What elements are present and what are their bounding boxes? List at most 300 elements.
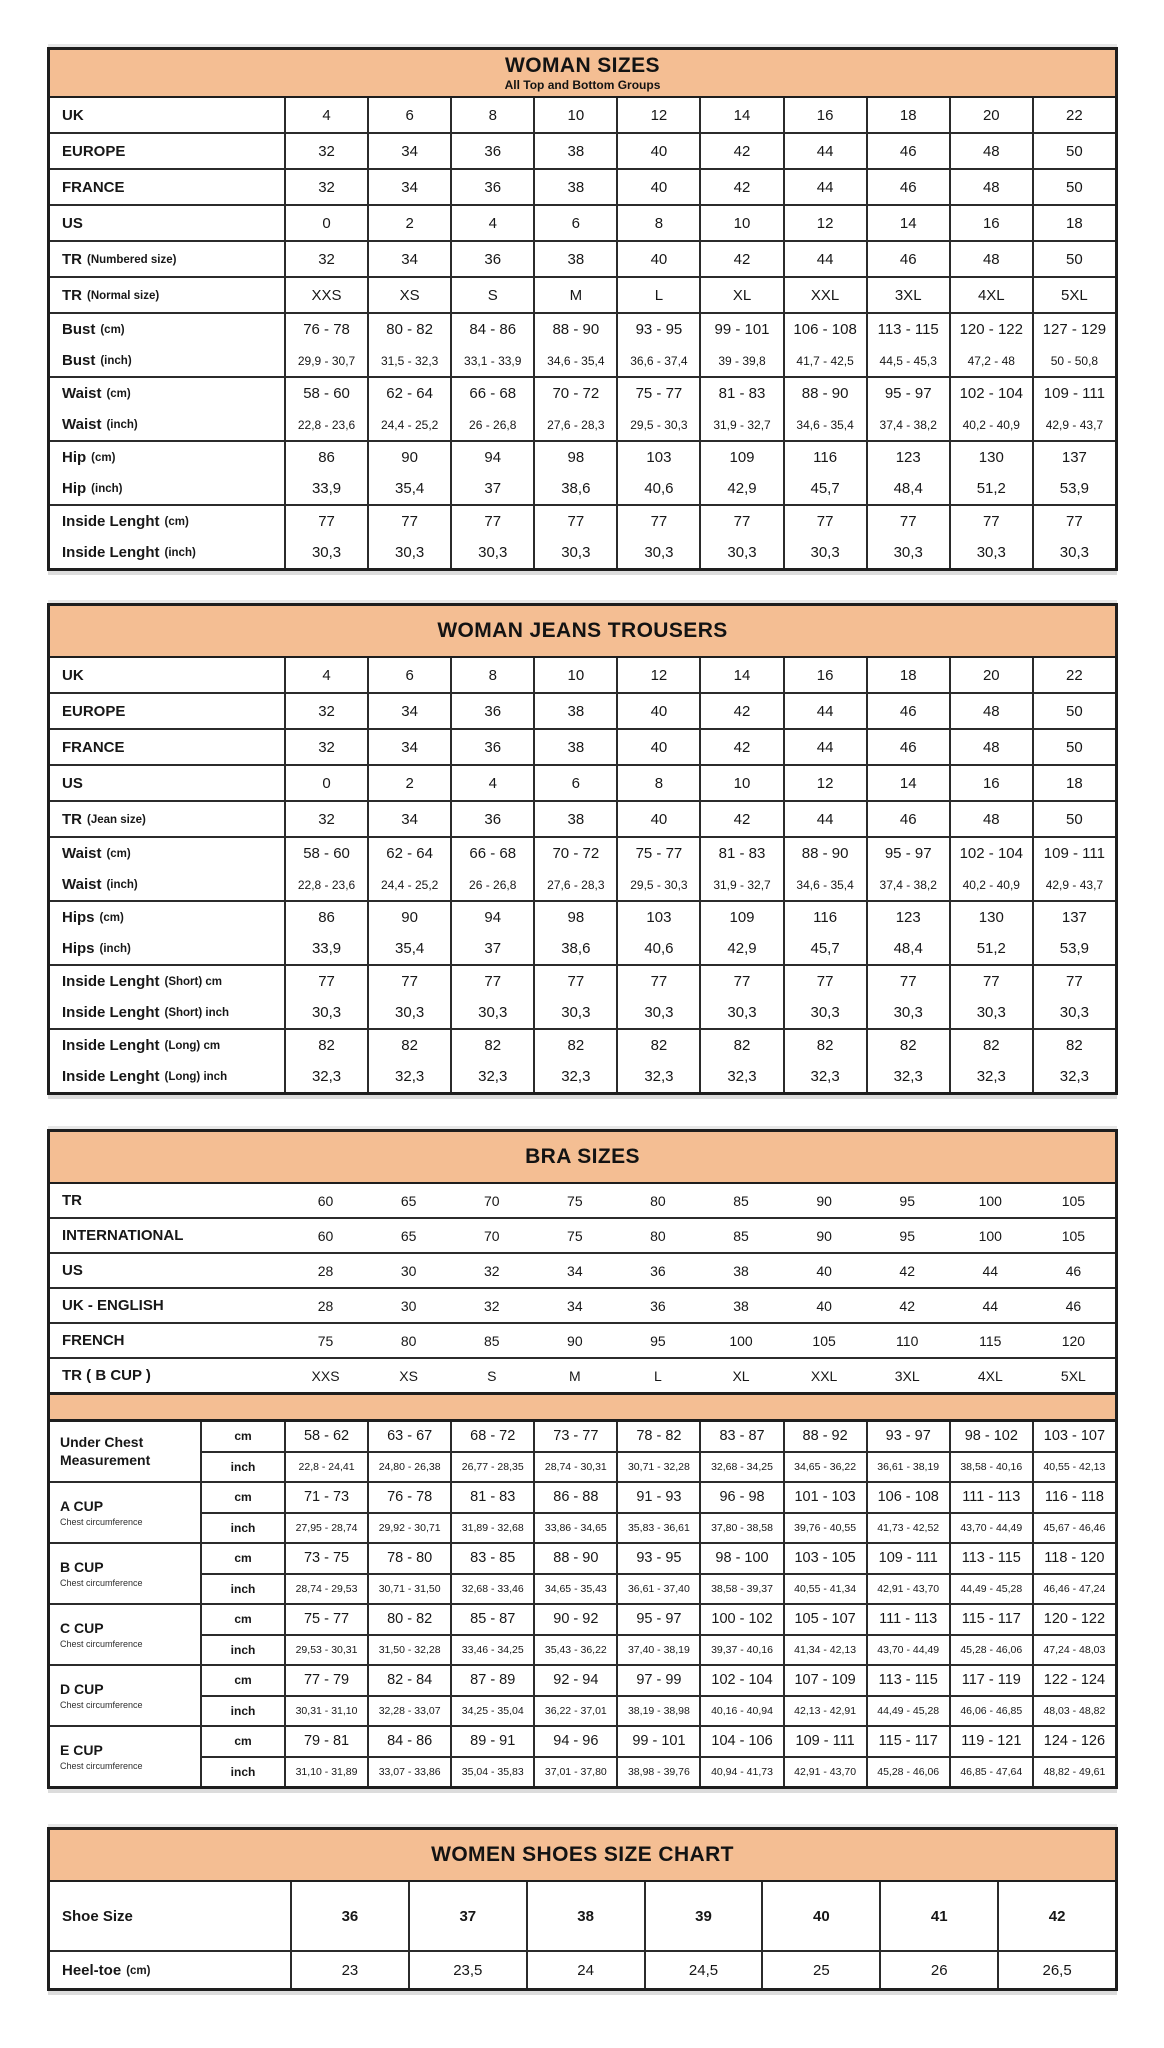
row-group: [50, 1322, 1115, 1357]
row-group: [50, 504, 1115, 568]
woman-sizes-body: [50, 98, 1115, 568]
cup-name: E CUP: [60, 1742, 103, 1759]
row-label-unit: (cm): [91, 452, 116, 464]
value-cell: 46,06 - 46,85: [949, 1697, 1032, 1726]
table-row: [50, 838, 1115, 869]
cup-subtext: Chest circumference: [60, 1638, 143, 1649]
cup-row: [202, 1727, 1115, 1756]
value-cell: 35,43 - 36,22: [533, 1636, 616, 1665]
row-label-unit: (inch): [106, 419, 138, 431]
row-group: [50, 728, 1115, 764]
cup-rows: [202, 1727, 1115, 1786]
value-cell: 120 - 122: [1032, 1605, 1115, 1634]
value-cell: 4XL: [977, 1367, 1003, 1384]
value-cell: 32,3: [866, 1061, 949, 1092]
row-label: [50, 242, 284, 276]
value-cell: 36,6 - 37,4: [616, 345, 699, 376]
value-cell: 33,46 - 34,25: [450, 1636, 533, 1665]
value-cell: 42,9: [699, 933, 782, 964]
cup-rows: [202, 1422, 1115, 1481]
value-cell: 93 - 95: [616, 314, 699, 345]
bra-cup-body: [50, 1422, 1115, 1786]
cup-row: [202, 1483, 1115, 1512]
value-cell: 78 - 82: [616, 1422, 699, 1451]
value-cell: 91 - 93: [616, 1483, 699, 1512]
value-cell: 77: [367, 966, 450, 997]
value-cell: 34: [367, 802, 450, 836]
value-cell: 31,89 - 32,68: [450, 1514, 533, 1543]
value-cell: 123: [866, 442, 949, 473]
value-cell: 68 - 72: [450, 1422, 533, 1451]
value-cell: S: [487, 1367, 497, 1384]
row-label-text: Inside Lenght: [62, 1068, 160, 1085]
value-cell: 38: [533, 730, 616, 764]
value-cell: 43,70 - 44,49: [949, 1514, 1032, 1543]
value-cell: 46: [866, 170, 949, 204]
row-label: [50, 134, 284, 168]
value-cell: 66 - 68: [450, 838, 533, 869]
value-cell: 43,70 - 44,49: [866, 1636, 949, 1665]
value-cell: 32: [284, 242, 367, 276]
value-cell: 65: [400, 1192, 417, 1209]
row-label-text: Waist: [62, 876, 102, 893]
value-cell: 77: [949, 506, 1032, 537]
value-cell: 107 - 109: [783, 1666, 866, 1695]
value-cell: 34: [367, 134, 450, 168]
value-cell: 37,40 - 38,19: [616, 1636, 699, 1665]
value-cell: 5XL: [1032, 278, 1115, 312]
row-label: [50, 730, 284, 764]
unit-label: inch: [230, 1520, 256, 1535]
row-label-unit: (Short) cm: [164, 976, 222, 988]
value-cell: 118 - 120: [1032, 1544, 1115, 1573]
value-cell: 32: [284, 134, 367, 168]
row-label-text: Waist: [62, 845, 102, 862]
value-cell: 101 - 103: [783, 1483, 866, 1512]
row-label: [50, 1254, 284, 1287]
value-cell: 10: [533, 658, 616, 692]
cup-label: [50, 1666, 202, 1725]
value-cell: 44: [783, 242, 866, 276]
value-cell: XL: [699, 278, 782, 312]
value-cell: 105: [812, 1332, 836, 1349]
value-cell: 90: [367, 902, 450, 933]
cup-row: [202, 1544, 1115, 1573]
value-cell: 37,4 - 38,2: [866, 869, 949, 900]
value-cell: 38,6: [533, 473, 616, 504]
table-row: [50, 537, 1115, 568]
value-cell: 31,9 - 32,7: [699, 409, 782, 440]
value-cell: 39,37 - 40,16: [699, 1636, 782, 1665]
cup-group: [50, 1422, 1115, 1481]
value-cell: 23,5: [408, 1952, 526, 1988]
value-cell: 48: [949, 730, 1032, 764]
value-cell: 34,6 - 35,4: [533, 345, 616, 376]
value-cell: 106 - 108: [866, 1483, 949, 1512]
value-cell: 32,3: [699, 1061, 782, 1092]
value-cell: 77: [1032, 506, 1115, 537]
value-cell: 113 - 115: [866, 314, 949, 345]
cup-row: [202, 1573, 1115, 1604]
row-label: [50, 345, 284, 376]
cup-group: [50, 1603, 1115, 1664]
value-cell: 30,3: [949, 537, 1032, 568]
row-group: [50, 168, 1115, 204]
value-cell: 31,9 - 32,7: [699, 869, 782, 900]
row-label: [50, 1324, 284, 1357]
cup-row: [202, 1512, 1115, 1543]
value-cell: 32,68 - 33,46: [450, 1575, 533, 1604]
value-cell: 48: [949, 694, 1032, 728]
row-label-text: FRANCE: [62, 178, 125, 196]
value-cell: 109 - 111: [1032, 838, 1115, 869]
value-cell: 117 - 119: [949, 1666, 1032, 1695]
cup-rows: [202, 1605, 1115, 1664]
value-cell: 26,77 - 28,35: [450, 1453, 533, 1482]
cup-label: [50, 1544, 202, 1603]
shoes-header-band: [50, 1830, 1115, 1882]
value-cell: 94: [450, 902, 533, 933]
row-label-text: UK: [62, 106, 84, 124]
cup-subtext: Chest circumference: [60, 1699, 143, 1710]
value-cell: 50: [1032, 802, 1115, 836]
table-row: [50, 730, 1115, 764]
value-cell: 98 - 100: [699, 1544, 782, 1573]
value-cell: 80: [650, 1192, 666, 1209]
value-cell: 45,28 - 46,06: [866, 1758, 949, 1787]
value-cell: 85 - 87: [450, 1605, 533, 1634]
value-cell: 62 - 64: [367, 378, 450, 409]
value-cell: 28: [317, 1297, 334, 1314]
value-cell: 95: [899, 1227, 915, 1244]
table-row: [50, 1061, 1115, 1092]
row-group: [50, 964, 1115, 1028]
value-cell: XS: [399, 1367, 418, 1384]
value-cell: 24,4 - 25,2: [367, 409, 450, 440]
value-cell: 77: [533, 506, 616, 537]
value-cell: 40,6: [616, 933, 699, 964]
unit-label: inch: [230, 1764, 256, 1779]
value-cell: 27,6 - 28,3: [533, 409, 616, 440]
value-cell: 83 - 85: [450, 1544, 533, 1573]
row-group: [50, 1357, 1115, 1392]
value-cell: 29,5 - 30,3: [616, 869, 699, 900]
row-label-text: Bust: [62, 321, 96, 338]
value-cell: 38: [733, 1262, 749, 1279]
value-cell: 45,67 - 46,46: [1032, 1514, 1115, 1543]
value-cell: 50: [1032, 694, 1115, 728]
shoes-title: WOMEN SHOES SIZE CHART: [431, 1843, 734, 1866]
cup-subtext: Chest circumference: [60, 1760, 143, 1771]
row-label-unit: (Long) cm: [164, 1040, 221, 1052]
value-cell: 32,3: [367, 1061, 450, 1092]
value-cell: 40,94 - 41,73: [699, 1758, 782, 1787]
value-cell: 102 - 104: [949, 378, 1032, 409]
value-cell: 36: [450, 170, 533, 204]
value-cell: 104 - 106: [699, 1727, 782, 1756]
value-cell: 66 - 68: [450, 378, 533, 409]
value-cell: 33,9: [284, 473, 367, 504]
value-cell: 70 - 72: [533, 378, 616, 409]
cup-row: [202, 1695, 1115, 1726]
value-cell: 30,3: [450, 997, 533, 1028]
value-cell: 70: [483, 1192, 500, 1209]
value-cell: 12: [616, 98, 699, 132]
value-cell: 77: [367, 506, 450, 537]
value-cell: 113 - 115: [866, 1666, 949, 1695]
value-cell: 99 - 101: [699, 314, 782, 345]
value-cell: 44,49 - 45,28: [866, 1697, 949, 1726]
table-row: [50, 134, 1115, 168]
value-cell: 34: [367, 694, 450, 728]
value-cell: 86: [284, 902, 367, 933]
value-cell: 32,3: [450, 1061, 533, 1092]
value-cell: 50: [1032, 242, 1115, 276]
value-cell: 30: [400, 1262, 417, 1279]
value-cell: 42,13 - 42,91: [783, 1697, 866, 1726]
value-cell: 24: [526, 1952, 644, 1988]
value-cell: 42: [699, 694, 782, 728]
row-label: [50, 869, 284, 900]
row-label-text: EUROPE: [62, 142, 126, 160]
shoes-body: [50, 1882, 1115, 1988]
value-cell: 36: [450, 730, 533, 764]
value-cell: 22: [1032, 658, 1115, 692]
cup-group: [50, 1542, 1115, 1603]
value-cell: 85: [733, 1192, 749, 1209]
value-cell: 86 - 88: [533, 1483, 616, 1512]
value-cell: 20: [949, 98, 1032, 132]
value-cell: 46: [866, 242, 949, 276]
value-cell: 30,3: [616, 997, 699, 1028]
value-cell: 48: [949, 134, 1032, 168]
value-cell: 36: [450, 242, 533, 276]
value-cell: 103 - 105: [783, 1544, 866, 1573]
value-cell: 38: [733, 1297, 749, 1314]
row-label: [50, 1061, 284, 1092]
value-cell: 116: [783, 442, 866, 473]
value-cell: 38: [533, 242, 616, 276]
value-cell: 46: [1065, 1297, 1082, 1314]
value-cell: 105 - 107: [783, 1605, 866, 1634]
value-cell: 40: [616, 170, 699, 204]
value-cell: 71 - 73: [284, 1483, 367, 1512]
unit-label: cm: [234, 1490, 252, 1505]
value-cell: 30,71 - 32,28: [616, 1453, 699, 1482]
row-label-unit: (cm): [99, 912, 124, 924]
value-cell: 30,3: [450, 537, 533, 568]
woman-sizes-subtitle: All Top and Bottom Groups: [504, 78, 661, 92]
value-cell: 18: [866, 98, 949, 132]
value-cell: 34,65 - 35,43: [533, 1575, 616, 1604]
value-cell: 36: [450, 694, 533, 728]
value-cell: 46,85 - 47,64: [949, 1758, 1032, 1787]
row-label-text: EUROPE: [62, 702, 126, 720]
bra-separator-band: [50, 1392, 1115, 1422]
value-cell: 40: [616, 694, 699, 728]
value-cell: 93 - 97: [866, 1422, 949, 1451]
value-cell: 75: [317, 1332, 334, 1349]
value-cell: 0: [284, 206, 367, 240]
row-label: [50, 1882, 290, 1950]
value-cell: 35,4: [367, 933, 450, 964]
value-cell: 38: [533, 170, 616, 204]
value-cell: 22,8 - 23,6: [284, 409, 367, 440]
value-cell: 12: [783, 206, 866, 240]
value-cell: 27,95 - 28,74: [284, 1514, 367, 1543]
value-cell: 94 - 96: [533, 1727, 616, 1756]
value-cell: 73 - 77: [533, 1422, 616, 1451]
value-cell: 82 - 84: [367, 1666, 450, 1695]
table-row: [50, 170, 1115, 204]
value-cell: 30: [400, 1297, 417, 1314]
cup-row: [202, 1666, 1115, 1695]
value-cell: 78 - 80: [367, 1544, 450, 1573]
row-label: [50, 473, 284, 504]
value-cell: 103: [616, 902, 699, 933]
value-cell: 42: [699, 134, 782, 168]
value-cell: 48: [949, 802, 1032, 836]
value-cell: 31,10 - 31,89: [284, 1758, 367, 1787]
value-cell: 109 - 111: [783, 1727, 866, 1756]
table-row: [50, 694, 1115, 728]
table-row: [50, 802, 1115, 836]
row-label-unit: (Short) inch: [164, 1007, 230, 1019]
row-label: [50, 902, 284, 933]
table-row: [50, 1254, 1115, 1287]
row-group: [50, 658, 1115, 692]
value-cell: 26 - 26,8: [450, 869, 533, 900]
value-cell: 34,6 - 35,4: [783, 409, 866, 440]
value-cell: 50: [1032, 170, 1115, 204]
value-cell: 90: [816, 1192, 832, 1209]
value-cell: 16: [949, 206, 1032, 240]
value-cell: 115 - 117: [949, 1605, 1032, 1634]
value-cell: 30,3: [699, 997, 782, 1028]
bra-header-band: [50, 1132, 1115, 1184]
value-cell: 32,3: [284, 1061, 367, 1092]
value-cell: 34,65 - 36,22: [783, 1453, 866, 1482]
value-cell: 70: [483, 1227, 500, 1244]
value-cell: 30,3: [367, 537, 450, 568]
value-cell: 38,58 - 39,37: [699, 1575, 782, 1604]
table-row: [50, 409, 1115, 440]
value-cell: 30,3: [866, 537, 949, 568]
value-cell: 90: [567, 1332, 583, 1349]
value-cell: 33,1 - 33,9: [450, 345, 533, 376]
value-cell: 46: [866, 694, 949, 728]
row-label-text: Hip: [62, 480, 87, 497]
value-cell: 130: [949, 902, 1032, 933]
table-row: [50, 997, 1115, 1028]
row-label: [50, 1952, 290, 1988]
value-cell: 116 - 118: [1032, 1483, 1115, 1512]
value-cell: 89 - 91: [450, 1727, 533, 1756]
value-cell: 77: [450, 506, 533, 537]
unit-label: cm: [234, 1551, 252, 1566]
value-cell: 103 - 107: [1032, 1422, 1115, 1451]
value-cell: 77: [699, 506, 782, 537]
value-cell: 6: [367, 98, 450, 132]
row-label-unit: (cm): [106, 388, 131, 400]
value-cell: 98: [533, 442, 616, 473]
value-cell: 37: [408, 1882, 526, 1950]
value-cell: 38,58 - 40,16: [949, 1453, 1032, 1482]
row-label: [50, 278, 284, 312]
row-label-text: Inside Lenght: [62, 544, 160, 561]
value-cell: 16: [783, 658, 866, 692]
value-cell: 60: [317, 1227, 334, 1244]
cup-name: A CUP: [60, 1498, 104, 1515]
value-cell: 24,4 - 25,2: [367, 869, 450, 900]
table-row: [50, 1359, 1115, 1392]
value-cell: 77: [783, 506, 866, 537]
value-cell: 12: [616, 658, 699, 692]
cup-label: [50, 1422, 202, 1481]
value-cell: 38: [533, 694, 616, 728]
row-label-text: TR: [62, 286, 82, 304]
value-cell: 35,04 - 35,83: [450, 1758, 533, 1787]
value-cell: 30,3: [367, 997, 450, 1028]
table-row: [50, 1882, 1115, 1950]
value-cell: 38: [533, 134, 616, 168]
unit-label: inch: [230, 1459, 256, 1474]
value-cell: 40,16 - 40,94: [699, 1697, 782, 1726]
value-cell: 48: [949, 170, 1032, 204]
value-cell: 77: [866, 506, 949, 537]
table-row: [50, 966, 1115, 997]
cup-label: [50, 1483, 202, 1542]
value-cell: 100 - 102: [699, 1605, 782, 1634]
row-label: [50, 766, 284, 800]
row-label-unit: (cm): [164, 516, 189, 528]
value-cell: 30,3: [949, 997, 1032, 1028]
row-label: [50, 802, 284, 836]
value-cell: 32: [284, 170, 367, 204]
value-cell: 44: [982, 1297, 999, 1314]
row-group: [50, 1950, 1115, 1988]
value-cell: 40: [616, 242, 699, 276]
value-cell: XXL: [783, 278, 866, 312]
value-cell: 44,49 - 45,28: [949, 1575, 1032, 1604]
cup-subtext: Chest circumference: [60, 1516, 143, 1527]
value-cell: 18: [866, 658, 949, 692]
value-cell: 75: [567, 1227, 583, 1244]
value-cell: 14: [699, 98, 782, 132]
table-row: [50, 442, 1115, 473]
value-cell: 14: [866, 206, 949, 240]
row-group: [50, 1882, 1115, 1950]
value-cell: 42: [699, 170, 782, 204]
value-cell: 31,50 - 32,28: [367, 1636, 450, 1665]
value-cell: 82: [616, 1030, 699, 1061]
table-row: [50, 1184, 1115, 1217]
value-cell: 44: [982, 1262, 999, 1279]
value-cell: 40,2 - 40,9: [949, 409, 1032, 440]
value-cell: 88 - 90: [533, 1544, 616, 1573]
row-label-unit: (inch): [91, 483, 123, 495]
value-cell: 30,3: [533, 997, 616, 1028]
row-group: [50, 800, 1115, 836]
value-cell: 42: [997, 1882, 1115, 1950]
jeans-title: WOMAN JEANS TROUSERS: [437, 619, 728, 642]
row-label: [50, 694, 284, 728]
value-cell: 42,9 - 43,7: [1032, 869, 1115, 900]
row-label-text: Inside Lenght: [62, 513, 160, 530]
table-row: [50, 506, 1115, 537]
value-cell: 92 - 94: [533, 1666, 616, 1695]
row-group: [50, 276, 1115, 312]
